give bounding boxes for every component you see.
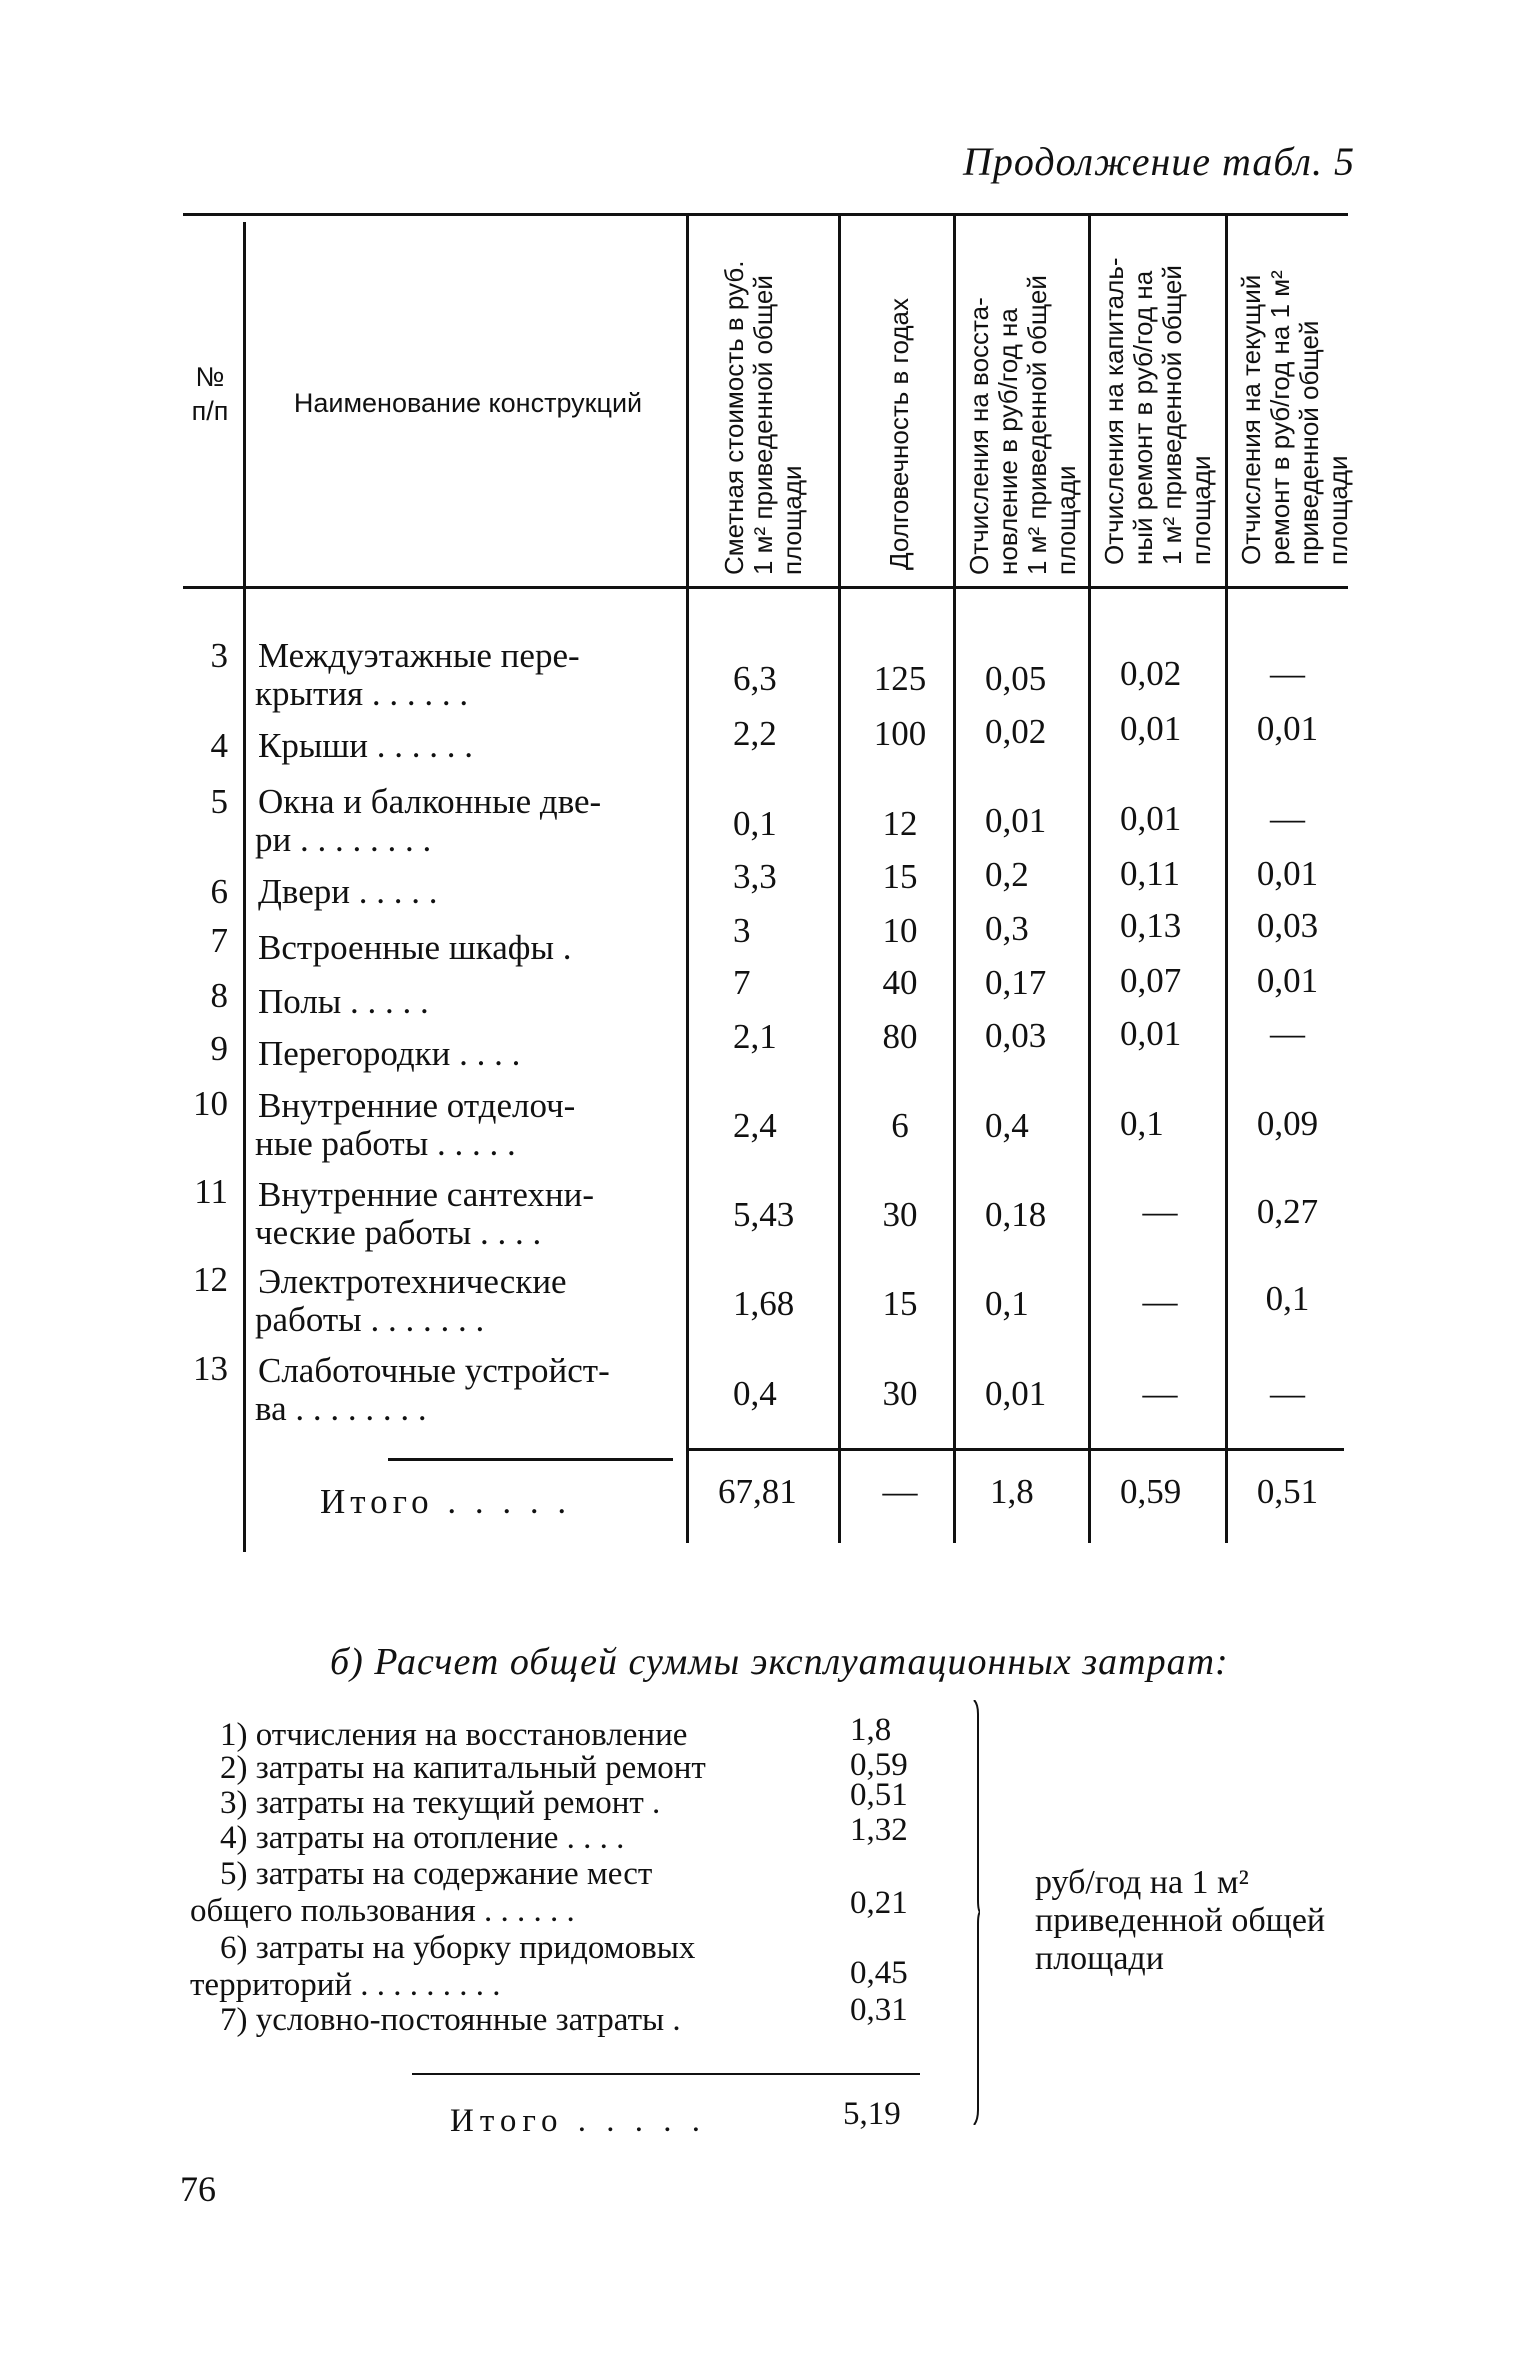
list-item-label: 3) затраты на текущий ремонт . (220, 1785, 661, 1821)
total-capital: 0,59 (1120, 1472, 1182, 1511)
list-item-value: 0,21 (850, 1885, 908, 1921)
row-name-line1: Внутренние сантехни- (258, 1175, 595, 1214)
header-cost-text: Сметная стоимость в руб. 1 м² приведенной общей площади (719, 260, 807, 575)
cell-restoration: 0,17 (985, 963, 1047, 1002)
cell-restoration: 0,01 (985, 801, 1047, 840)
col-divider-cost (838, 213, 841, 1543)
row-name-line2: ные работы . . . . . (255, 1124, 516, 1163)
list-total-rule (412, 2073, 920, 2075)
cell-restoration: 0,03 (985, 1016, 1047, 1055)
row-name (258, 727, 678, 765)
cell-years: 30 (882, 1374, 918, 1413)
cell-current: — (1270, 799, 1305, 838)
cell-capital: 0,13 (1120, 906, 1182, 945)
total-rule (388, 1458, 673, 1461)
row-name-line1: Внутренние отделоч- (258, 1086, 576, 1125)
row-name-line1: Междуэтажные пере- (258, 636, 580, 675)
table-caption: Продолжение табл. 5 (962, 139, 1355, 184)
cell-restoration: 0,02 (985, 712, 1047, 751)
cell-restoration: 0,01 (985, 1374, 1047, 1413)
list-item-value: 1,8 (850, 1712, 892, 1748)
cell-years: 10 (882, 911, 918, 950)
row-number: 9 (210, 1029, 228, 1068)
curly-brace (972, 1700, 980, 2125)
cell-restoration: 0,05 (985, 659, 1047, 698)
row-name (255, 1175, 678, 1252)
cell-capital: 0,01 (1120, 709, 1182, 748)
header-number-label: п/п (191, 396, 229, 426)
cell-years: 6 (891, 1106, 909, 1145)
col-divider-capital (1225, 213, 1228, 1543)
cell-current: 0,01 (1256, 854, 1319, 893)
cell-current: 0,01 (1256, 709, 1319, 748)
cell-capital: — (1142, 1374, 1178, 1413)
cell-cost: 3 (733, 911, 751, 950)
row-number: 8 (210, 976, 228, 1015)
row-name-line1: Полы . . . . . (258, 982, 429, 1021)
cell-current: — (1270, 1014, 1305, 1053)
header-current-text: Отчисления на текущий ремонт в руб/год на 1 м² приведенной общей площади (1236, 270, 1353, 565)
row-name-line1: Электротехнические (258, 1262, 567, 1301)
row-name-line1: Крыши . . . . . . (258, 726, 474, 765)
cell-years: 30 (882, 1195, 918, 1234)
cell-cost: 0,1 (733, 804, 777, 843)
cell-cost: 7 (733, 963, 751, 1002)
total-restoration: 1,8 (990, 1472, 1034, 1511)
list-item-value: 0,45 (850, 1955, 908, 1991)
row-name-line1: Слаботочные устройст- (258, 1351, 610, 1390)
col-divider-restoration (1088, 213, 1091, 1543)
row-number: 7 (210, 921, 228, 960)
cell-years: 12 (882, 804, 918, 843)
cell-years: 80 (882, 1017, 918, 1056)
section-title: б) Расчет общей суммы эксплуатационных затрат: (330, 1641, 1229, 1683)
row-name (258, 929, 678, 967)
row-number: 3 (210, 636, 228, 675)
cell-cost: 1,68 (733, 1284, 795, 1323)
cell-years: 100 (873, 714, 927, 753)
cell-cost: 0,4 (733, 1374, 777, 1413)
cell-capital: 0,01 (1120, 799, 1182, 838)
row-number: 11 (194, 1172, 228, 1211)
cell-current: — (1270, 1374, 1305, 1413)
cell-capital: — (1142, 1282, 1178, 1321)
row-name (258, 983, 678, 1021)
row-name (255, 782, 678, 859)
header-bottom-rule (183, 586, 1348, 589)
cell-years: 15 (882, 857, 918, 896)
cell-capital: 0,02 (1120, 654, 1182, 693)
cell-cost: 2,2 (733, 714, 777, 753)
list-item-label: 2) затраты на капитальный ремонт (220, 1750, 706, 1786)
row-name (255, 1262, 678, 1339)
row-name (258, 1035, 678, 1073)
cell-capital: 0,1 (1120, 1104, 1164, 1143)
list-item-label: 1) отчисления на восстановление (220, 1717, 688, 1753)
list-total-label: Итого . . . . . (450, 2103, 707, 2139)
row-number: 10 (193, 1084, 228, 1123)
cell-restoration: 0,18 (985, 1195, 1047, 1234)
row-number: 6 (210, 872, 228, 911)
list-item-value: 0,51 (850, 1777, 908, 1813)
cell-capital: — (1142, 1192, 1178, 1231)
cell-capital: 0,01 (1120, 1014, 1182, 1053)
row-name-line2: работы . . . . . . . (255, 1300, 485, 1339)
cell-current: 0,09 (1256, 1104, 1319, 1143)
row-name-line1: Встроенные шкафы . (258, 928, 572, 967)
unit-note: руб/год на 1 м² приведенной общей площади (1035, 1864, 1326, 1977)
cell-cost: 5,43 (733, 1195, 795, 1234)
total-cost: 67,81 (718, 1472, 797, 1511)
cell-current: 0,1 (1265, 1279, 1310, 1318)
row-name-line2: крытия . . . . . . (255, 674, 469, 713)
cell-cost: 6,3 (733, 659, 777, 698)
cell-current: — (1270, 654, 1305, 693)
header-name: Наименование конструкций (293, 388, 643, 418)
header-capital-text: Отчисления на капиталь- ный ремонт в руб/год на 1 м² приведенной общей площади (1099, 257, 1216, 565)
list-item-value: 1,32 (850, 1812, 908, 1848)
total-years: — (882, 1472, 918, 1511)
cell-restoration: 0,4 (985, 1106, 1029, 1145)
total-label: Итого . . . . . (320, 1482, 572, 1521)
cell-restoration: 0,1 (985, 1284, 1029, 1323)
cell-capital: 0,11 (1120, 854, 1180, 893)
row-name (255, 636, 678, 713)
list-total-value: 5,19 (843, 2096, 901, 2132)
cell-current: 0,03 (1256, 906, 1319, 945)
cell-restoration: 0,3 (985, 909, 1029, 948)
row-name (255, 1351, 678, 1428)
row-name-line1: Окна и балконные две- (258, 782, 602, 821)
total-current: 0,51 (1256, 1472, 1319, 1511)
list-item-label: 4) затраты на отопление . . . . (220, 1820, 625, 1856)
row-name (255, 1086, 678, 1163)
cell-cost: 2,4 (733, 1106, 777, 1145)
row-name-line2: ри . . . . . . . . (255, 820, 432, 859)
row-name-line2: ва . . . . . . . . (255, 1389, 427, 1428)
row-name-line1: Перегородки . . . . (258, 1034, 521, 1073)
header-number (175, 360, 245, 428)
cell-current: 0,01 (1256, 961, 1319, 1000)
page-number: 76 (180, 2169, 216, 2209)
list-item-label-cont: общего пользования . . . . . . (190, 1893, 575, 1929)
cell-cost: 3,3 (733, 857, 777, 896)
row-name-line2: ческие работы . . . . (255, 1213, 542, 1252)
list-item-label-cont: территорий . . . . . . . . . (190, 1967, 501, 2003)
row-number: 13 (193, 1349, 228, 1388)
cell-capital: 0,07 (1120, 961, 1182, 1000)
row-number: 4 (210, 726, 228, 765)
cell-years: 40 (882, 963, 918, 1002)
header-restoration-text: Отчисления на восста- новление в руб/год на 1 м² приведенной общей площади (964, 275, 1081, 575)
cell-years: 15 (882, 1284, 918, 1323)
row-number: 5 (210, 782, 228, 821)
row-name (258, 873, 678, 911)
row-number: 12 (193, 1260, 228, 1299)
table-top-rule (183, 213, 1348, 216)
header-durability-text: Долговечность в годах (884, 298, 914, 570)
list-item-label: 6) затраты на уборку придомовых (220, 1930, 696, 1966)
cell-current: 0,27 (1256, 1192, 1319, 1231)
list-item-label: 7) условно-постоянные затраты . (220, 2002, 681, 2038)
list-item-label: 5) затраты на содержание мест (220, 1856, 653, 1892)
total-rule-right (688, 1448, 1344, 1451)
cell-restoration: 0,2 (985, 855, 1029, 894)
list-item-value: 0,59 (850, 1747, 908, 1783)
cell-cost: 2,1 (733, 1017, 777, 1056)
cell-years: 125 (873, 659, 927, 698)
row-name-line1: Двери . . . . . (258, 872, 438, 911)
header-number-sign: № (195, 362, 225, 392)
list-item-value: 0,31 (850, 1992, 908, 2028)
